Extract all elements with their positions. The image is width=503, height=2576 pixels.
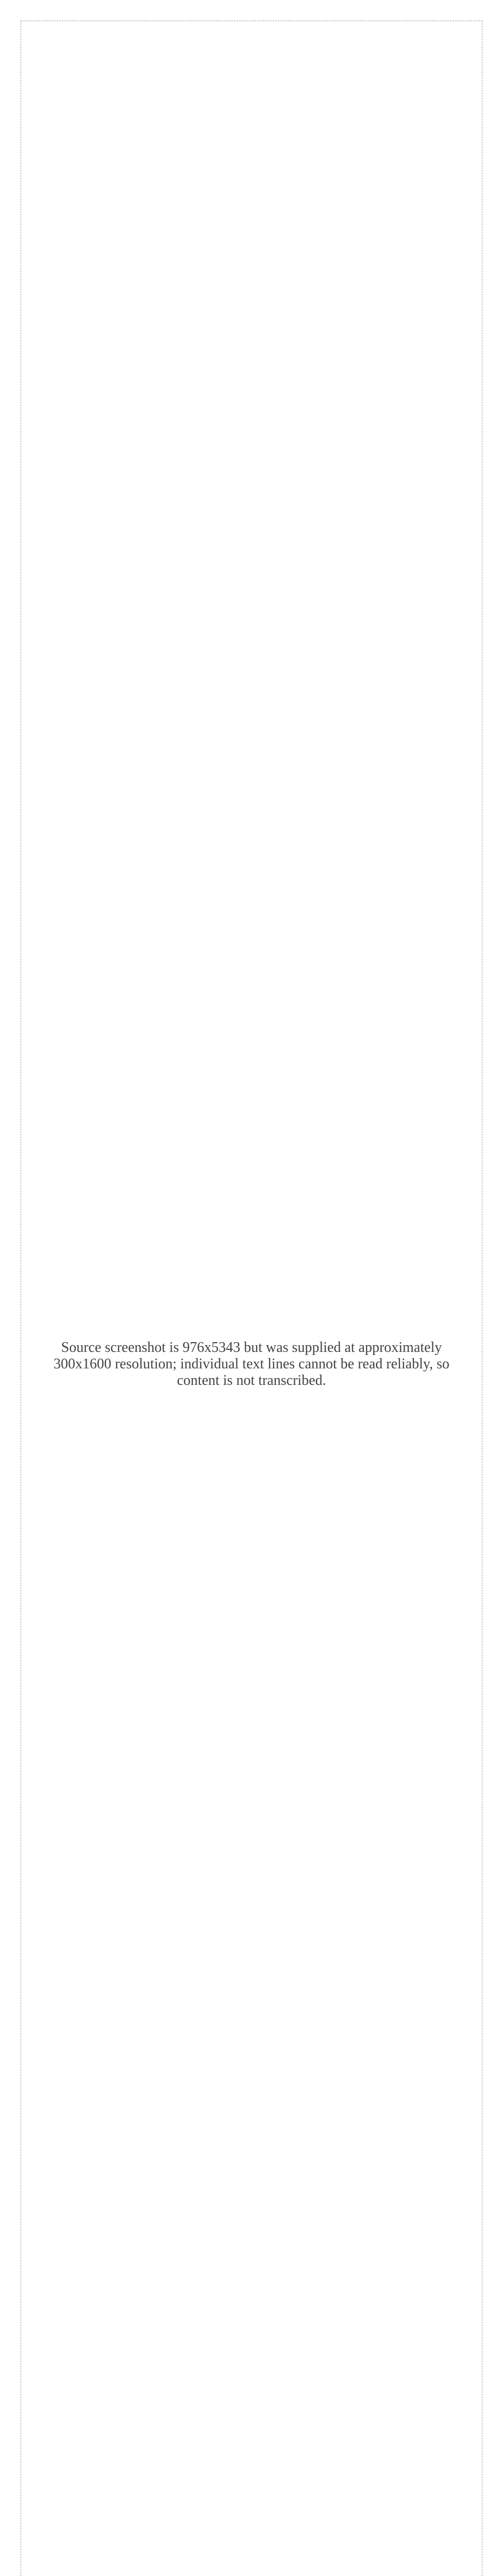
transcription-notice: Source screenshot is 976x5343 but was supplied at approximately 300x1600 resolution; individual text lines cannot be read reliably, so content is not transcribed. [53,1340,450,1388]
document-area [21,21,482,2576]
